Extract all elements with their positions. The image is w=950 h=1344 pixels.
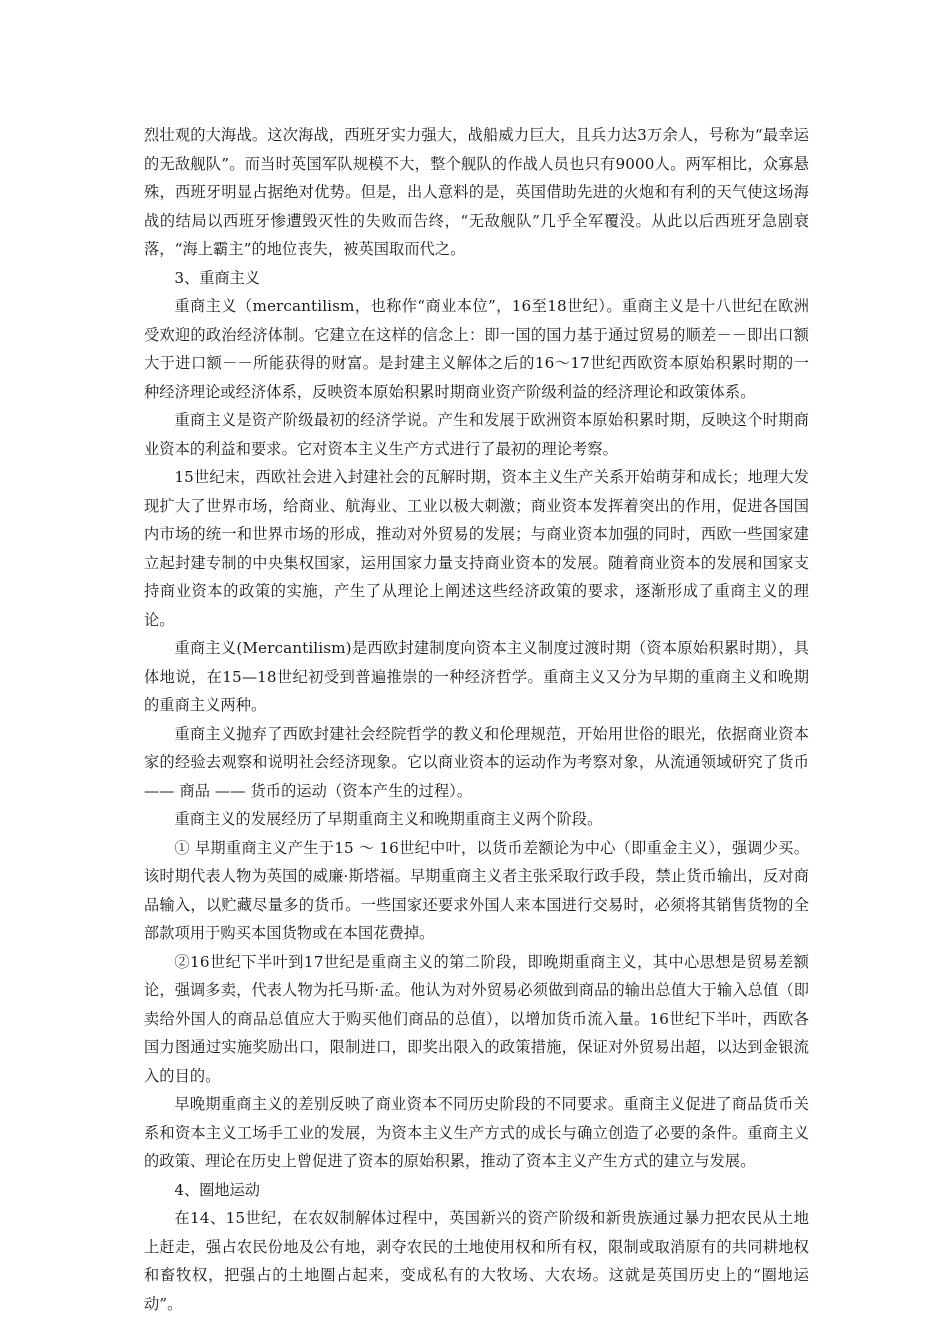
paragraph-mercantilism-period: 重商主义(Mercantilism)是西欧封建制度向资本主义制度过渡时期（资本原始积累时期），具体地说，在15—18世纪初受到普遍推崇的一种经济哲学。重商主义又分为早期的重商主义和晚期的重商主义两种。: [144, 639, 809, 714]
paragraph-late-mercantilism: ②16世纪下半叶到17世纪是重商主义的第二阶段，即晚期重商主义，其中心思想是贸易差额论，强调多卖，代表人物为托马斯·孟。他认为对外贸易必须做到商品的输出总值大于输入总值（即卖给外国人的商品总值应大于购买他们商品的总值），以增加货币流入量。16世纪下半叶，西欧各国力图通过实施奖励出口，限制进口，即奖出限入的政策措施，保证对外贸易出超，以达到金银流入的目的。: [144, 952, 809, 1085]
paragraph-mercantilism-method: 重商主义抛弃了西欧封建社会经院哲学的教义和伦理规范，开始用世俗的眼光，依据商业资本家的经验去观察和说明社会经济现象。它以商业资本的运动作为考察对象，从流通领域研究了货币 —— 商品 —— 货币的运动（资本产生的过程）。: [144, 724, 809, 800]
section-heading-mercantilism: 3、重商主义: [174, 268, 260, 287]
paragraph-enclosure-movement: 在14、15世纪，在农奴制解体过程中，英国新兴的资产阶级和新贵族通过暴力把农民从土地上赶走，强占农民份地及公有地，剥夺农民的土地使用权和所有权，限制或取消原有的共同耕地权和畜牧权，把强占的土地圈占起来，变成私有的大牧场、大农场。这就是英国历史上的“圈地运动”。: [144, 1209, 809, 1313]
paragraph-mercantilism-background: 15世纪末，西欧社会进入封建社会的瓦解时期，资本主义生产关系开始萌芽和成长；地理大发现扩大了世界市场，给商业、航海业、工业以极大刺激；商业资本发挥着突出的作用，促进各国国内市场的统一和世界市场的形成，推动对外贸易的发展；与商业资本加强的同时，西欧一些国家建立起封建专制的中央集权国家，运用国家力量支持商业资本的发展。随着商业资本的发展和国家支持商业资本的政策的实施，产生了从理论上阐述这些经济政策的要求，逐渐形成了重商主义的理论。: [144, 468, 809, 629]
paragraph-mercantilism-doctrine: 重商主义是资产阶级最初的经济学说。产生和发展于欧洲资本原始积累时期，反映这个时期商业资本的利益和要求。它对资本主义生产方式进行了最初的理论考察。: [144, 411, 809, 458]
document-page: [144, 121, 809, 1318]
paragraph-mercantilism-stages: 重商主义的发展经历了早期重商主义和晚期重商主义两个阶段。: [174, 810, 603, 828]
intro-paragraph: 烈壮观的大海战。这次海战，西班牙实力强大，战船威力巨大，且兵力达3万余人，号称为“最幸运的无敌舰队”。而当时英国军队规模不大，整个舰队的作战人员也只有9000人。两军相比，众寡悬殊，西班牙明显占据绝对优势。但是，出人意料的是，英国借助先进的火炮和有利的天气使这场海战的结局以西班牙惨遭毁灭性的失败而告终，“无敌舰队”几乎全军覆没。从此以后西班牙急剧衰落，“海上霸主”的地位丧失，被英国取而代之。: [144, 126, 809, 258]
section-heading-enclosure: 4、圈地运动: [174, 1180, 260, 1199]
paragraph-mercantilism-definition: 重商主义（mercantilism，也称作“商业本位”，16至18世纪）。重商主义是十八世纪在欧洲受欢迎的政治经济体制。它建立在这样的信念上：即一国的国力基于通过贸易的顺差－－即出口额大于进口额－－所能获得的财富。是封建主义解体之后的16～17世纪西欧资本原始积累时期的一种经济理论或经济体系，反映资本原始积累时期商业资产阶级利益的经济理论和政策体系。: [144, 297, 809, 401]
paragraph-mercantilism-significance: 早晚期重商主义的差别反映了商业资本不同历史阶段的不同要求。重商主义促进了商品货币关系和资本主义工场手工业的发展，为资本主义生产方式的成长与确立创造了必要的条件。重商主义的政策、理论在历史上曾促进了资本的原始积累，推动了资本主义产生方式的建立与发展。: [144, 1095, 809, 1170]
paragraph-early-mercantilism: ① 早期重商主义产生于15 ～ 16世纪中叶，以货币差额论为中心（即重金主义），强调少买。该时期代表人物为英国的威廉·斯塔福。早期重商主义者主张采取行政手段，禁止货币输出，反对商品输入，以贮藏尽量多的货币。一些国家还要求外国人来本国进行交易时，必须将其销售货物的全部款项用于购买本国货物或在本国花费掉。: [144, 838, 809, 942]
